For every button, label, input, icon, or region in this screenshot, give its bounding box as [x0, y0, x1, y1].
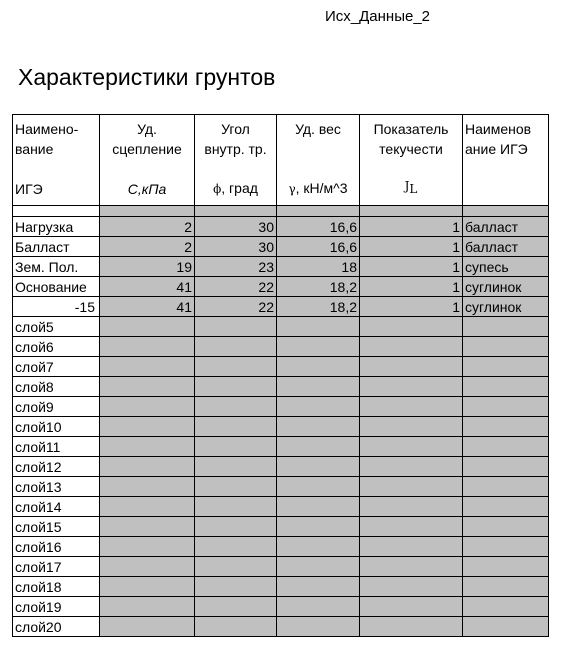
cell-friction-angle[interactable]	[195, 317, 277, 337]
table-row	[13, 397, 549, 417]
cell-unit-weight[interactable]	[277, 617, 360, 637]
cell-cohesion[interactable]	[100, 617, 195, 637]
table-row	[13, 597, 549, 617]
cell-cohesion[interactable]	[100, 557, 195, 577]
cell-soil-name[interactable]	[463, 397, 549, 417]
header-liquidity-index	[360, 115, 463, 174]
cell-soil-name[interactable]	[463, 477, 549, 497]
soil-properties-table	[12, 114, 549, 637]
cell-soil-name[interactable]	[463, 597, 549, 617]
cell-cohesion[interactable]	[100, 517, 195, 537]
cell-liquidity-index[interactable]	[360, 317, 463, 337]
header-col1-unit-text: ИГЭ	[15, 181, 43, 197]
cell-liquidity-index[interactable]: 1	[360, 297, 463, 317]
cell-liquidity-index[interactable]: 1	[360, 277, 463, 297]
cell-liquidity-index[interactable]	[360, 377, 463, 397]
cell-soil-name[interactable]	[463, 337, 549, 357]
cell-soil-name[interactable]	[463, 537, 549, 557]
header-col3-unit	[195, 173, 277, 206]
header-col4-unit	[277, 173, 360, 206]
cell-layer-name[interactable]: слой10	[13, 417, 100, 437]
cell-liquidity-index[interactable]	[360, 357, 463, 377]
cell-friction-angle[interactable]	[195, 597, 277, 617]
cell-cohesion[interactable]: 41	[100, 277, 195, 297]
jl-symbol: J	[404, 179, 410, 193]
cell-friction-angle[interactable]	[195, 437, 277, 457]
cell-soil-name[interactable]	[463, 497, 549, 517]
cell-friction-angle[interactable]	[195, 517, 277, 537]
cell-layer-name[interactable]: слой7	[13, 357, 100, 377]
cell-soil-name[interactable]	[463, 457, 549, 477]
table-row	[13, 457, 549, 477]
cell-unit-weight[interactable]: 18	[277, 257, 360, 277]
cell-soil-name[interactable]	[463, 577, 549, 597]
cell-friction-angle[interactable]	[195, 397, 277, 417]
cell-friction-angle[interactable]: 22	[195, 277, 277, 297]
header-col5-line1: Показатель	[373, 121, 449, 137]
cell-layer-name[interactable]: слой13	[13, 477, 100, 497]
cell-layer-name[interactable]: слой20	[13, 617, 100, 637]
header-col3-line2: внутр. тр.	[204, 141, 267, 157]
cell-cohesion[interactable]	[100, 357, 195, 377]
cell-layer-name[interactable]: Балласт	[13, 237, 100, 257]
cell-cohesion[interactable]: 19	[100, 257, 195, 277]
cell-liquidity-index[interactable]	[360, 617, 463, 637]
cell-friction-angle[interactable]: 22	[195, 297, 277, 317]
cell-unit-weight[interactable]	[277, 517, 360, 537]
cell-liquidity-index[interactable]: 1	[360, 237, 463, 257]
cell-liquidity-index[interactable]	[360, 537, 463, 557]
cell-layer-name[interactable]: Нагрузка	[13, 217, 100, 237]
cell-cohesion[interactable]	[100, 457, 195, 477]
cell-cohesion[interactable]	[100, 497, 195, 517]
header-col2-line1: Уд.	[137, 121, 157, 137]
cell-friction-angle[interactable]	[195, 577, 277, 597]
cell-cohesion[interactable]	[100, 337, 195, 357]
cell-unit-weight[interactable]	[277, 577, 360, 597]
header-col1-line2: вание	[15, 141, 54, 157]
table-row	[13, 517, 549, 537]
table-row	[13, 217, 549, 237]
cell-liquidity-index[interactable]	[360, 397, 463, 417]
jl-subscript: L	[409, 182, 418, 196]
cell-layer-name[interactable]: слой17	[13, 557, 100, 577]
table-row	[13, 277, 549, 297]
cell-unit-weight[interactable]	[277, 317, 360, 337]
cell-layer-name[interactable]: слой11	[13, 437, 100, 457]
table-row	[13, 317, 549, 337]
cell-liquidity-index[interactable]: 1	[360, 257, 463, 277]
cell-liquidity-index[interactable]	[360, 517, 463, 537]
table-row	[13, 357, 549, 377]
cell-soil-name[interactable]: суглинок	[463, 297, 549, 317]
table-body	[13, 217, 549, 637]
cell-unit-weight[interactable]: 16,6	[277, 217, 360, 237]
cell-soil-name[interactable]	[463, 517, 549, 537]
cell-unit-weight[interactable]: 18,2	[277, 297, 360, 317]
cell-layer-name[interactable]: слой9	[13, 397, 100, 417]
table-row	[13, 377, 549, 397]
header-col3-line1: Угол	[221, 121, 250, 137]
cell-layer-name[interactable]: слой16	[13, 537, 100, 557]
cell-unit-weight[interactable]: 18,2	[277, 277, 360, 297]
cell-soil-name[interactable]	[463, 317, 549, 337]
cell-cohesion[interactable]	[100, 397, 195, 417]
cell-cohesion[interactable]	[100, 317, 195, 337]
table-row	[13, 337, 549, 357]
cell-liquidity-index[interactable]	[360, 477, 463, 497]
cell-unit-weight[interactable]	[277, 357, 360, 377]
cell-unit-weight[interactable]	[277, 597, 360, 617]
cell-liquidity-index[interactable]	[360, 577, 463, 597]
gamma-symbol: γ	[288, 182, 296, 196]
cell-unit-weight[interactable]	[277, 337, 360, 357]
cell-liquidity-index[interactable]	[360, 557, 463, 577]
cell-friction-angle[interactable]	[195, 357, 277, 377]
header-col4-unit-text: , кН/м^3	[295, 180, 348, 196]
cell-cohesion[interactable]	[100, 577, 195, 597]
table-row	[13, 237, 549, 257]
header-unit-weight	[277, 115, 360, 174]
table-row	[13, 497, 549, 517]
cell-layer-name[interactable]: Основание	[13, 277, 100, 297]
header-col2-line2: сцепление	[112, 141, 182, 157]
cell-liquidity-index[interactable]	[360, 597, 463, 617]
cell-unit-weight[interactable]	[277, 417, 360, 437]
header-col4-line1: Уд. вес	[295, 121, 341, 137]
cell-liquidity-index[interactable]	[360, 437, 463, 457]
cell-soil-name[interactable]	[463, 357, 549, 377]
cell-liquidity-index[interactable]: 1	[360, 217, 463, 237]
cell-friction-angle[interactable]	[195, 557, 277, 577]
header-col1-line1: Наимено-	[15, 121, 79, 137]
header-name-igе	[13, 115, 100, 174]
cell-layer-name[interactable]: слой19	[13, 597, 100, 617]
header-spacer	[195, 206, 277, 217]
cell-friction-angle[interactable]	[195, 457, 277, 477]
cell-unit-weight[interactable]	[277, 537, 360, 557]
cell-cohesion[interactable]	[100, 377, 195, 397]
table-header	[13, 115, 549, 217]
table-row	[13, 557, 549, 577]
cell-friction-angle[interactable]: 23	[195, 257, 277, 277]
header-col5-unit	[360, 173, 463, 206]
cell-cohesion[interactable]	[100, 437, 195, 457]
header-col6-line2: ание ИГЭ	[465, 141, 528, 157]
header-spacer	[360, 206, 463, 217]
header-col2-unit	[100, 173, 195, 206]
cell-friction-angle[interactable]	[195, 377, 277, 397]
cell-cohesion[interactable]	[100, 537, 195, 557]
header-spacer	[277, 206, 360, 217]
page-title: Характеристики грунтов	[18, 64, 276, 90]
cell-friction-angle[interactable]	[195, 537, 277, 557]
header-col6-line1: Наименов	[465, 121, 532, 137]
cell-cohesion[interactable]	[100, 477, 195, 497]
table-row	[13, 477, 549, 497]
cell-cohesion[interactable]: 2	[100, 237, 195, 257]
header-spacer	[13, 206, 100, 217]
cell-cohesion[interactable]: 41	[100, 297, 195, 317]
cell-liquidity-index[interactable]	[360, 417, 463, 437]
cell-liquidity-index[interactable]	[360, 457, 463, 477]
cell-soil-name[interactable]	[463, 437, 549, 457]
cell-unit-weight[interactable]	[277, 437, 360, 457]
cell-soil-name[interactable]	[463, 557, 549, 577]
cell-friction-angle[interactable]	[195, 617, 277, 637]
cell-cohesion[interactable]	[100, 417, 195, 437]
cell-friction-angle[interactable]: 30	[195, 217, 277, 237]
cell-soil-name[interactable]	[463, 617, 549, 637]
table-row	[13, 417, 549, 437]
header-col3-unit-text: , град	[221, 180, 258, 196]
cell-layer-name[interactable]: слой5	[13, 317, 100, 337]
header-col1-unit	[13, 173, 100, 206]
cell-soil-name[interactable]: суглинок	[463, 277, 549, 297]
table-row	[13, 537, 549, 557]
cell-cohesion[interactable]: 2	[100, 217, 195, 237]
header-col5-line2: текучести	[379, 141, 443, 157]
header-soil-name	[463, 115, 549, 174]
sheet-name: Исх_Данные_2	[325, 8, 430, 25]
cell-soil-name[interactable]	[463, 377, 549, 397]
header-spacer	[463, 206, 549, 217]
cell-layer-name[interactable]: слой15	[13, 517, 100, 537]
cell-unit-weight[interactable]	[277, 377, 360, 397]
cell-friction-angle[interactable]: 30	[195, 237, 277, 257]
cell-friction-angle[interactable]	[195, 417, 277, 437]
cell-unit-weight[interactable]	[277, 457, 360, 477]
cell-liquidity-index[interactable]	[360, 337, 463, 357]
cell-soil-name[interactable]: супесь	[463, 257, 549, 277]
cell-layer-name[interactable]: слой6	[13, 337, 100, 357]
cell-friction-angle[interactable]	[195, 497, 277, 517]
table-row	[13, 257, 549, 277]
cell-layer-name[interactable]: -15	[13, 297, 100, 317]
cell-unit-weight[interactable]	[277, 397, 360, 417]
cell-layer-name[interactable]: слой14	[13, 497, 100, 517]
cell-friction-angle[interactable]	[195, 337, 277, 357]
cell-friction-angle[interactable]	[195, 477, 277, 497]
cell-unit-weight[interactable]	[277, 557, 360, 577]
cell-soil-name[interactable]: балласт	[463, 217, 549, 237]
cell-layer-name[interactable]: слой18	[13, 577, 100, 597]
cell-unit-weight[interactable]	[277, 477, 360, 497]
cell-liquidity-index[interactable]	[360, 497, 463, 517]
cell-unit-weight[interactable]	[277, 497, 360, 517]
table-row	[13, 437, 549, 457]
table-row	[13, 297, 549, 317]
cell-cohesion[interactable]	[100, 597, 195, 617]
cell-layer-name[interactable]: Зем. Пол.	[13, 257, 100, 277]
table-row	[13, 577, 549, 597]
cell-layer-name[interactable]: слой8	[13, 377, 100, 397]
header-cohesion	[100, 115, 195, 174]
header-friction-angle	[195, 115, 277, 174]
table-row	[13, 617, 549, 637]
cell-soil-name[interactable]	[463, 417, 549, 437]
header-spacer	[100, 206, 195, 217]
cell-unit-weight[interactable]: 16,6	[277, 237, 360, 257]
phi-symbol: ϕ	[213, 182, 222, 196]
cell-layer-name[interactable]: слой12	[13, 457, 100, 477]
cell-soil-name[interactable]: балласт	[463, 237, 549, 257]
header-col6-unit	[463, 173, 549, 206]
header-col2-unit-text: С,кПа	[127, 181, 167, 197]
